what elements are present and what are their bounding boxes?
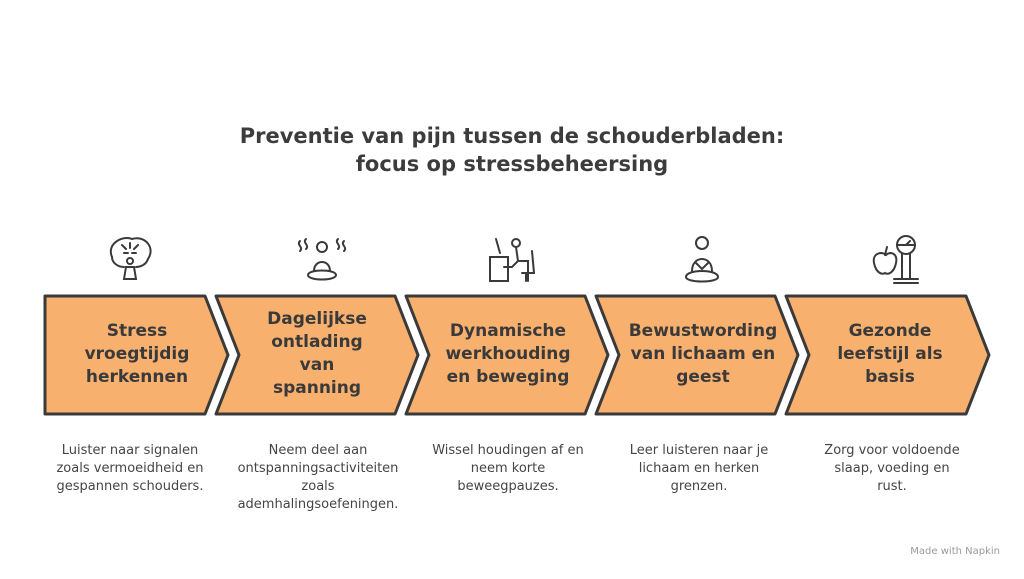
step-3-title: Dynamische werkhouding en beweging	[445, 320, 571, 387]
stressed-head-icon	[100, 233, 160, 285]
step-4-title: Bewustwording van lichaam en geest	[628, 320, 778, 387]
apple-scale-icon	[866, 233, 926, 285]
step-1-description: Luister naar signalen zoals vermoeidheid en gespannen schouders.	[56, 443, 204, 494]
step-4-description: Leer luisteren naar je lichaam en herken grenzen.	[629, 443, 769, 494]
step-3-description: Wissel houdingen af en neem korte beweegpauzes.	[432, 443, 584, 494]
step-2-description: Neem deel aan ontspanningsactiviteiten zoals ademhalingsoefeningen.	[237, 443, 399, 512]
person-at-desk-icon	[482, 233, 542, 285]
napkin-watermark[interactable]: Made with Napkin	[910, 546, 1000, 557]
title-line-1: Preventie van pijn tussen de schouderbladen:	[239, 124, 785, 148]
step-1-title: Stress vroegtijdig herkennen	[84, 320, 190, 387]
step-5-title: Gezonde leefstijl als basis	[837, 320, 943, 387]
step-5-description: Zorg voor voldoende slaap, voeding en rust.	[824, 443, 960, 494]
meditating-person-icon	[292, 233, 352, 285]
title-line-2: focus op stressbeheersing	[355, 152, 669, 176]
mindful-person-icon	[672, 233, 732, 285]
step-2-title: Dagelijkse ontlading van spanning	[267, 309, 367, 398]
